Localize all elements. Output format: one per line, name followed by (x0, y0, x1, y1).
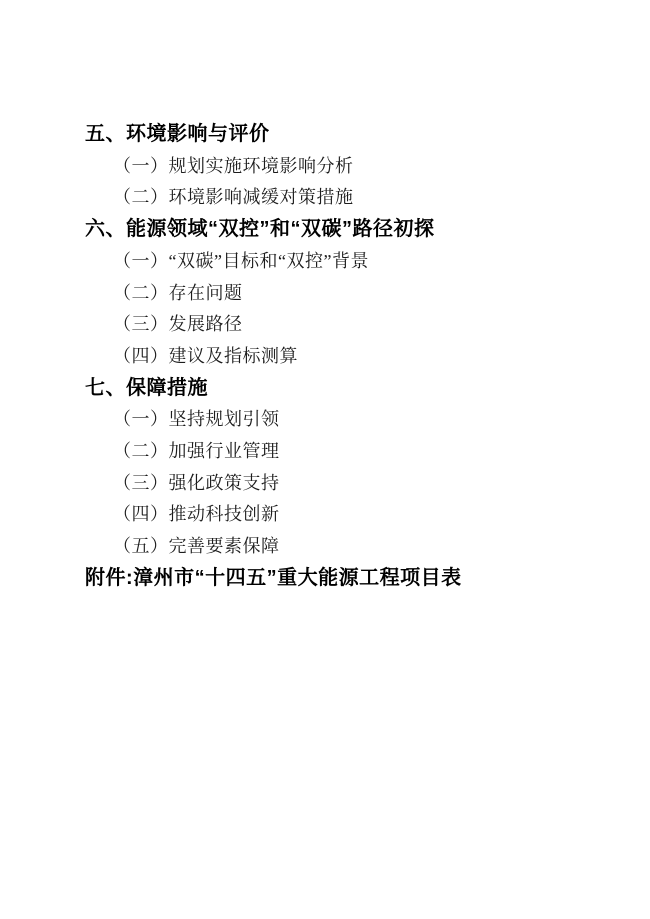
toc-item: （一）规划实施环境影响分析 (113, 155, 354, 176)
toc-item: （四）推动科技创新 (113, 504, 280, 525)
toc-item: （二）环境影响减缓对策措施 (113, 187, 354, 208)
toc-section-heading: 六、能源领域“双控”和“双碳”路径初探 (85, 218, 435, 241)
toc-item: （五）完善要素保障 (113, 536, 280, 557)
toc-item: （二）存在问题 (113, 282, 243, 303)
toc-item: （三）强化政策支持 (113, 472, 280, 493)
appendix-line: 附件:漳州市“十四五”重大能源工程项目表 (85, 566, 462, 589)
toc-section-heading: 五、环境影响与评价 (85, 123, 270, 145)
toc-item: （三）发展路径 (113, 314, 243, 335)
toc-item: （一）坚持规划引领 (113, 409, 280, 430)
toc-item: （二）加强行业管理 (113, 441, 280, 462)
toc-section-heading: 七、保障措施 (85, 376, 208, 399)
table-of-contents (85, 119, 610, 595)
toc-item: （四）建议及指标测算 (113, 345, 298, 366)
toc-item: （一）“双碳”目标和“双控”背景 (113, 250, 369, 271)
